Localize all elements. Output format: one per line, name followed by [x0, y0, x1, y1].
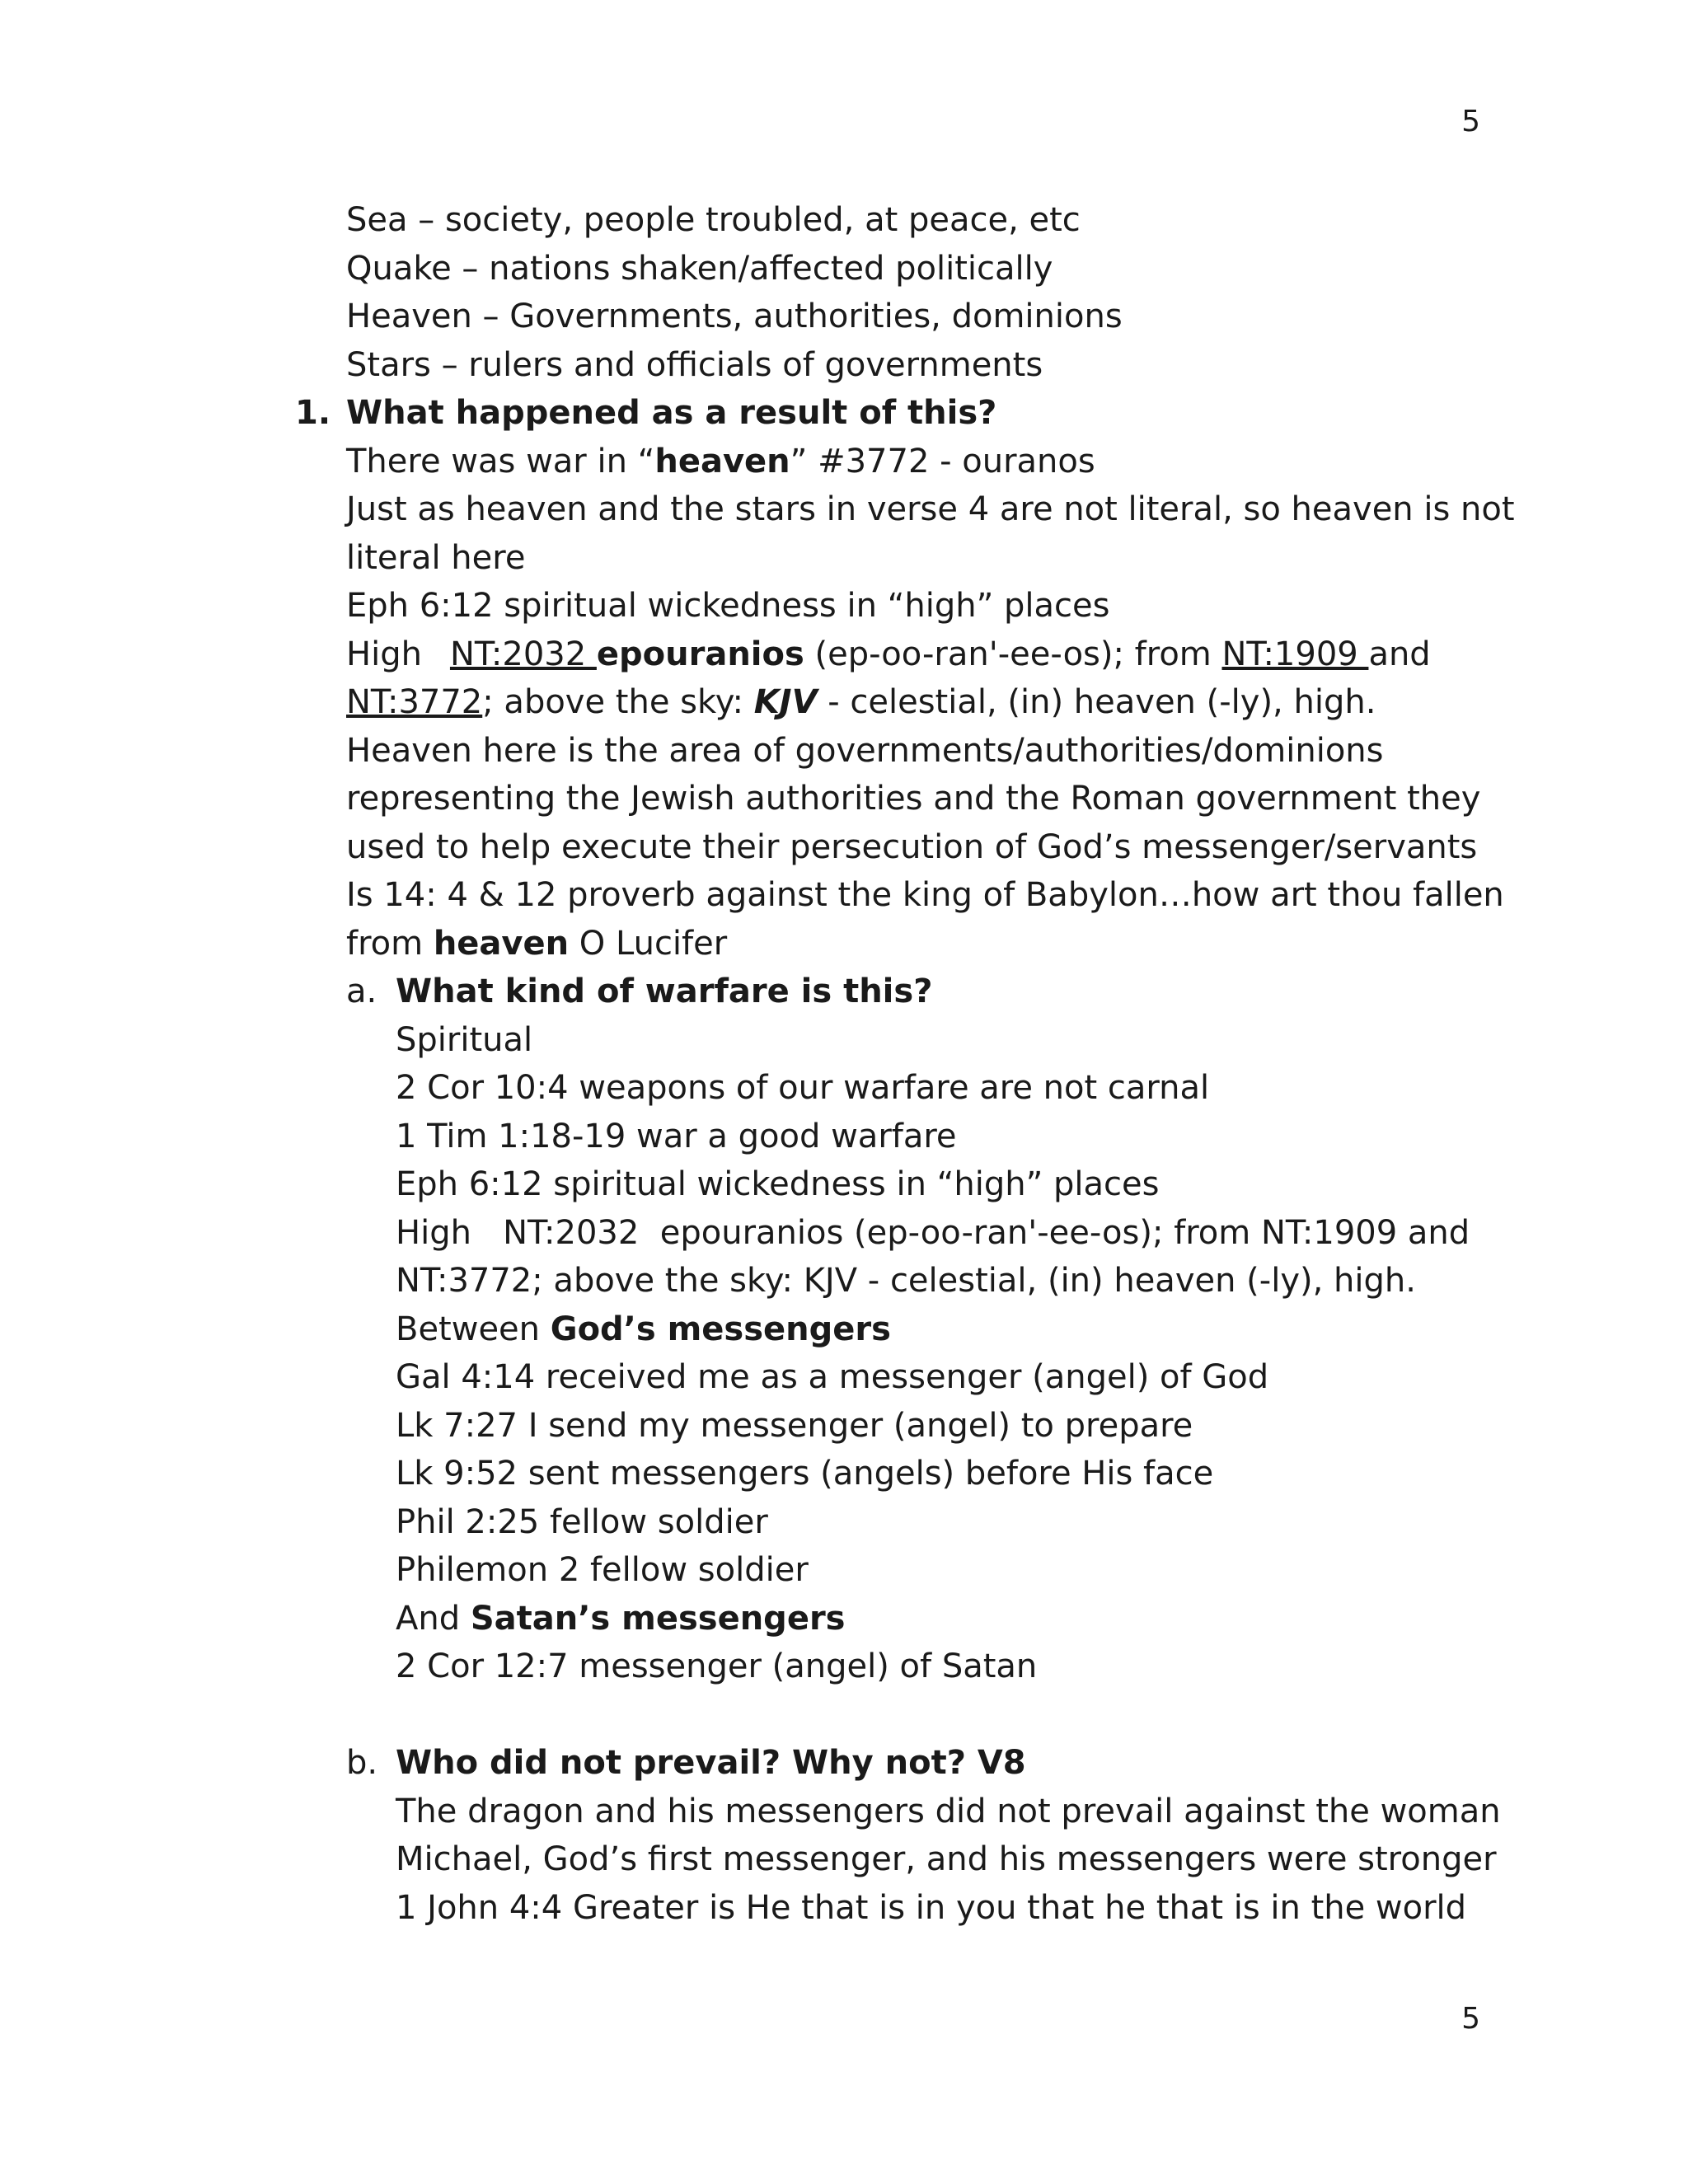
text-line: 1 Tim 1:18-19 war a good warfare	[396, 1118, 957, 1155]
text-line	[346, 920, 727, 968]
text-line	[396, 1595, 845, 1643]
text-line: Lk 9:52 sent messengers (angels) before His face	[396, 1455, 1214, 1493]
bold-run: heaven	[654, 443, 790, 480]
text-run: and	[1368, 635, 1431, 673]
text-line: Lk 7:27 I send my messenger (angel) to prepare	[396, 1407, 1193, 1445]
high-definition-line	[346, 630, 1431, 679]
text-run: High	[346, 635, 422, 673]
reference-link[interactable]: NT:1909	[1221, 635, 1369, 673]
text-line: used to help execute their persecution of God’s messenger/servants	[346, 828, 1478, 866]
list-marker-1: 1.	[295, 394, 331, 432]
page-number-top: 5	[1461, 105, 1480, 138]
text-line: literal here	[346, 539, 526, 577]
question-1-heading: What happened as a result of this?	[346, 394, 997, 432]
text-line: Phil 2:25 fellow soldier	[396, 1503, 768, 1541]
text-line: Gal 4:14 received me as a messenger (angel) of God	[396, 1358, 1269, 1396]
bold-italic-run: KJV	[753, 683, 818, 721]
text-line: Heaven here is the area of governments/authorities/dominions	[346, 732, 1384, 770]
text-line: 1 John 4:4 Greater is He that is in you that he that is in the world	[396, 1889, 1467, 1927]
text-line: representing the Jewish authorities and the Roman government they	[346, 780, 1481, 818]
text-line: The dragon and his messengers did not prevail against the woman	[396, 1793, 1501, 1830]
text-line: Eph 6:12 spiritual wickedness in “high” places	[346, 587, 1110, 625]
text-run: There was war in “	[346, 443, 655, 480]
question-a-heading: What kind of warfare is this?	[396, 972, 933, 1010]
page-number-bottom: 5	[1461, 2002, 1480, 2036]
text-line: Michael, God’s first messenger, and his messengers were stronger	[396, 1840, 1497, 1878]
bold-run: heaven	[433, 925, 570, 963]
text-line: Spiritual	[396, 1021, 533, 1059]
text-line: Philemon 2 fellow soldier	[396, 1551, 809, 1589]
text-run: ; above the sky:	[482, 683, 754, 721]
list-marker-b: b.	[346, 1744, 378, 1782]
text-line: Eph 6:12 spiritual wickedness in “high” places	[396, 1165, 1160, 1203]
text-line	[396, 1305, 891, 1354]
text-run: O Lucifer	[569, 925, 728, 963]
war-in-heaven-line	[346, 438, 1095, 486]
intro-line: Heaven – Governments, authorities, dominions	[346, 298, 1123, 335]
bold-run: epouranios	[596, 635, 804, 673]
text-run: Between	[396, 1310, 551, 1348]
text-line: 2 Cor 12:7 messenger (angel) of Satan	[396, 1647, 1038, 1685]
text-run: - celestial, (in) heaven (-ly), high.	[817, 683, 1376, 721]
text-run: ” #3772 - ouranos	[790, 443, 1095, 480]
reference-link[interactable]: NT:3772	[346, 683, 483, 721]
text-run: (ep-oo-ran'-ee-os); from	[804, 635, 1222, 673]
reference-link[interactable]: NT:2032	[449, 635, 597, 673]
intro-line: Stars – rulers and officials of governments	[346, 346, 1043, 384]
text-line: Just as heaven and the stars in verse 4 are not literal, so heaven is not	[346, 490, 1515, 528]
text-line: 2 Cor 10:4 weapons of our warfare are not carnal	[396, 1069, 1210, 1107]
intro-line: Quake – nations shaken/affected politically	[346, 250, 1053, 288]
bold-run: Satan’s messengers	[470, 1600, 846, 1638]
text-run: from	[346, 925, 434, 963]
bold-run: God’s messengers	[550, 1310, 891, 1348]
text-line: Is 14: 4 & 12 proverb against the king of Babylon…how art thou fallen	[346, 876, 1504, 914]
question-b-heading: Who did not prevail? Why not? V8	[396, 1744, 1026, 1782]
text-run: And	[396, 1600, 471, 1638]
text-line: High NT:2032 epouranios (ep-oo-ran'-ee-os); from NT:1909 and	[396, 1214, 1470, 1252]
intro-line: Sea – society, people troubled, at peace, etc	[346, 201, 1081, 239]
text-line: NT:3772; above the sky: KJV - celestial, (in) heaven (-ly), high.	[396, 1262, 1416, 1300]
list-marker-a: a.	[346, 972, 377, 1010]
high-definition-line-2	[346, 678, 1376, 727]
